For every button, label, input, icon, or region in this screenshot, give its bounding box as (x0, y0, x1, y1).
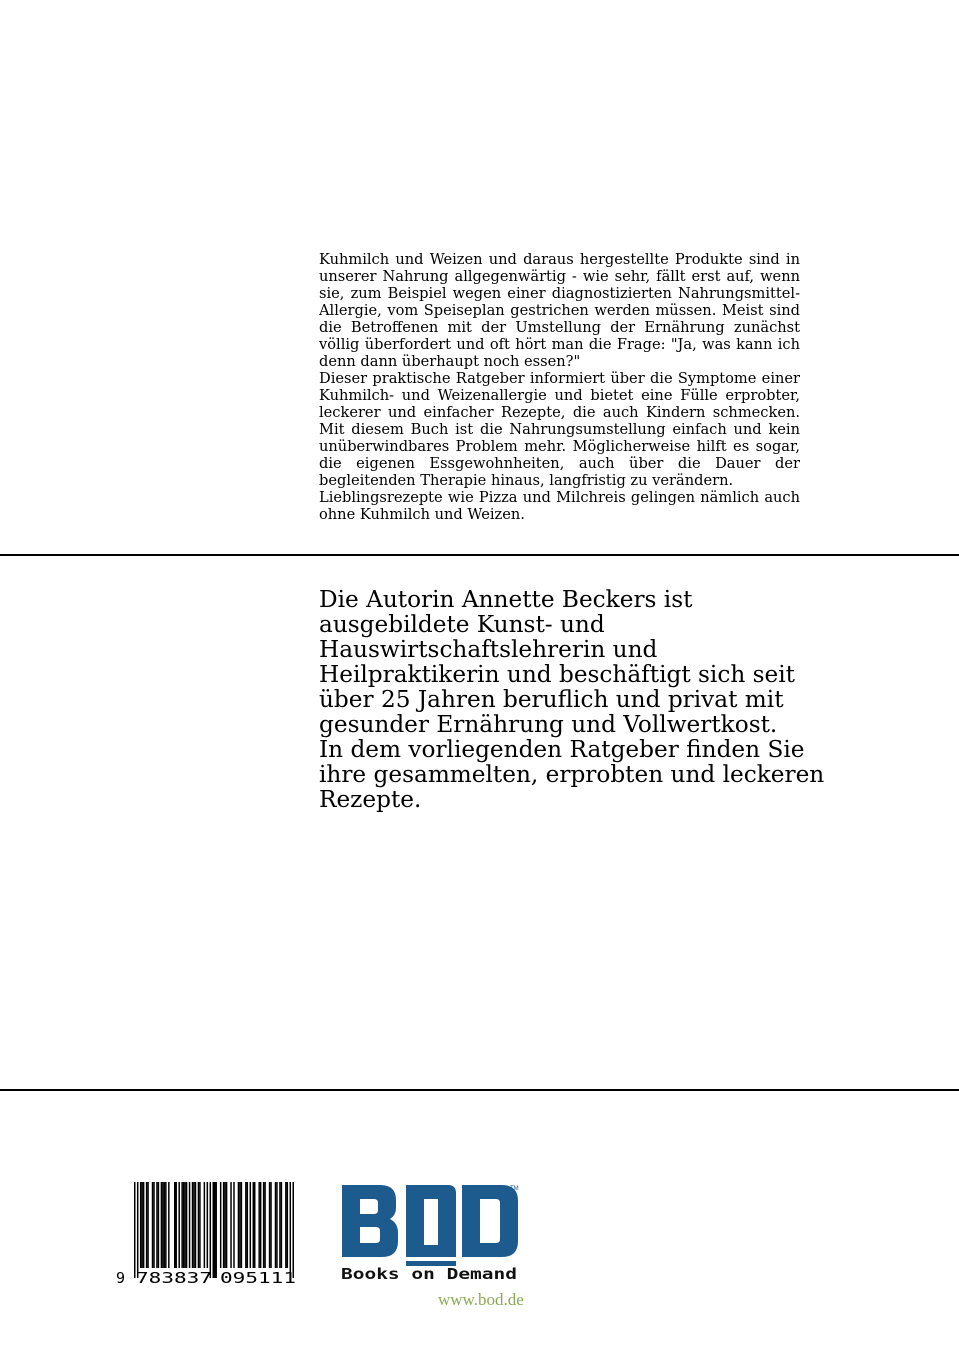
barcode-bar (263, 1182, 264, 1268)
barcode-bar (287, 1182, 288, 1268)
isbn-barcode (116, 1182, 308, 1286)
barcode-bar (192, 1182, 193, 1268)
barcode-bar (276, 1182, 277, 1268)
barcode-bar (193, 1182, 194, 1268)
barcode-bar (195, 1182, 196, 1268)
barcode-bar (146, 1182, 147, 1268)
barcode-bar (156, 1182, 157, 1268)
barcode-bar (178, 1182, 179, 1268)
author-bio-paragraph-2: In dem vorliegenden Ratgeber finden Sie ihre gesammelten, erprobten und leckeren Rezepte. (319, 736, 825, 813)
barcode-bar (258, 1182, 259, 1268)
barcode-bar (164, 1182, 165, 1268)
blurb-paragraph-3: Lieblingsrezepte wie Pizza und Milchreis gelingen nämlich auch ohne Kuhmilch und Weizen. (319, 489, 800, 523)
publisher-website[interactable]: www.bod.de (438, 1290, 524, 1309)
barcode-bar (134, 1182, 135, 1278)
barcode-bar (270, 1182, 271, 1268)
barcode-bar (147, 1182, 148, 1268)
barcode-bar (230, 1182, 231, 1268)
barcode-bar (143, 1182, 144, 1268)
barcode-bar (153, 1182, 154, 1268)
blurb-paragraph-1: Kuhmilch und Weizen und daraus hergestellte Produkte sind in unserer Nahrung allgegenwärtig - wie sehr, fällt erst auf, wenn sie, zum Beispiel wegen einer diagnostizierten Nahrungsmittel-Allergie, vom Speiseplan gestrichen werden müssen. Meist sind die Betroffenen mit der Umstellung der Ernährung zunächst völlig überfordert und oft hört man die Frage: "Ja, was kann ich denn dann überhaupt noch essen?" (319, 251, 800, 370)
bod-logo-letter-o (406, 1185, 456, 1257)
barcode-bar (207, 1182, 208, 1268)
barcode-bar (220, 1182, 221, 1268)
barcode-bar (137, 1182, 138, 1278)
barcode-bar (269, 1182, 270, 1268)
barcode-bar (141, 1182, 142, 1268)
barcode-bar (293, 1182, 294, 1278)
barcode-bar (238, 1182, 239, 1268)
barcode-bar (210, 1182, 211, 1278)
barcode-bar (165, 1182, 166, 1268)
barcode-bar (213, 1182, 214, 1278)
barcode-bar (181, 1182, 182, 1268)
barcode-bar (233, 1182, 234, 1268)
barcode-bar (175, 1182, 176, 1268)
bod-logo-letter-d (462, 1185, 518, 1257)
barcode-bar (254, 1182, 255, 1268)
barcode-bar (152, 1182, 153, 1268)
barcode-bar (223, 1182, 224, 1268)
barcode-bar (174, 1182, 175, 1268)
barcode-bar (260, 1182, 261, 1268)
trademark-mark: TM (510, 1186, 519, 1192)
barcode-bar (215, 1182, 216, 1278)
barcode-bar (290, 1182, 291, 1278)
barcode-digits-right: 095111 (220, 1269, 296, 1286)
barcode-bar (183, 1182, 184, 1268)
barcode-bars (134, 1182, 294, 1278)
barcode-bar (245, 1182, 246, 1268)
barcode-bar (264, 1182, 265, 1268)
barcode-bar (224, 1182, 225, 1268)
barcode-bar (168, 1182, 169, 1268)
barcode-bar (279, 1182, 280, 1268)
barcode-bar (250, 1182, 251, 1268)
barcode-bar (161, 1182, 162, 1268)
barcode-bar (253, 1182, 254, 1268)
barcode-bar (140, 1182, 141, 1268)
barcode-bar (198, 1182, 199, 1268)
divider-top (0, 554, 959, 556)
divider-bottom (0, 1089, 959, 1091)
barcode-bar (285, 1182, 286, 1268)
barcode-bar (247, 1182, 248, 1268)
barcode-bar (184, 1182, 185, 1268)
author-bio (319, 587, 839, 812)
barcode-bar (281, 1182, 282, 1268)
barcode-bar (214, 1182, 215, 1278)
bod-logo-letter-b (342, 1185, 398, 1257)
bod-tagline: Books on Demand (341, 1265, 517, 1283)
barcode-bar (158, 1182, 159, 1268)
barcode-bar (204, 1182, 205, 1268)
blurb-paragraph-2: Dieser praktische Ratgeber informiert über die Symptome einer Kuhmilch- und Weizenallergie und bietet eine Fülle erprobter, leckerer und einfacher Rezepte, die auch Kindern schmecken. Mit diesem Buch ist die Nahrungsumstellung einfach und kein unüberwindbares Problem mehr. Möglicherweise hilft es sogar, die eigenen Essgewohnheiten, auch über die Dauer der begleitenden Therapie hinaus, langfristig zu verändern. (319, 370, 800, 489)
back-cover-blurb (319, 251, 800, 523)
author-bio-paragraph-1: Die Autorin Annette Beckers ist ausgebildete Kunst- und Hauswirtschaftslehrerin und Heilpraktikerin und beschäftigt sich seit über 25 Jahren beruflich und privat mit gesunder Ernährung und Vollwertkost. (319, 586, 795, 738)
barcode-bar (226, 1182, 227, 1268)
barcode-bar (199, 1182, 200, 1268)
barcode-bar (189, 1182, 190, 1268)
bod-logo (340, 1183, 522, 1283)
barcode-bar (162, 1182, 163, 1268)
barcode-digits-left: 783837 (136, 1269, 212, 1286)
barcode-bar (275, 1182, 276, 1268)
barcode-bar (241, 1182, 242, 1268)
barcode-bar (186, 1182, 187, 1268)
barcode-digit-first: 9 (116, 1269, 126, 1286)
barcode-bar (239, 1182, 240, 1268)
